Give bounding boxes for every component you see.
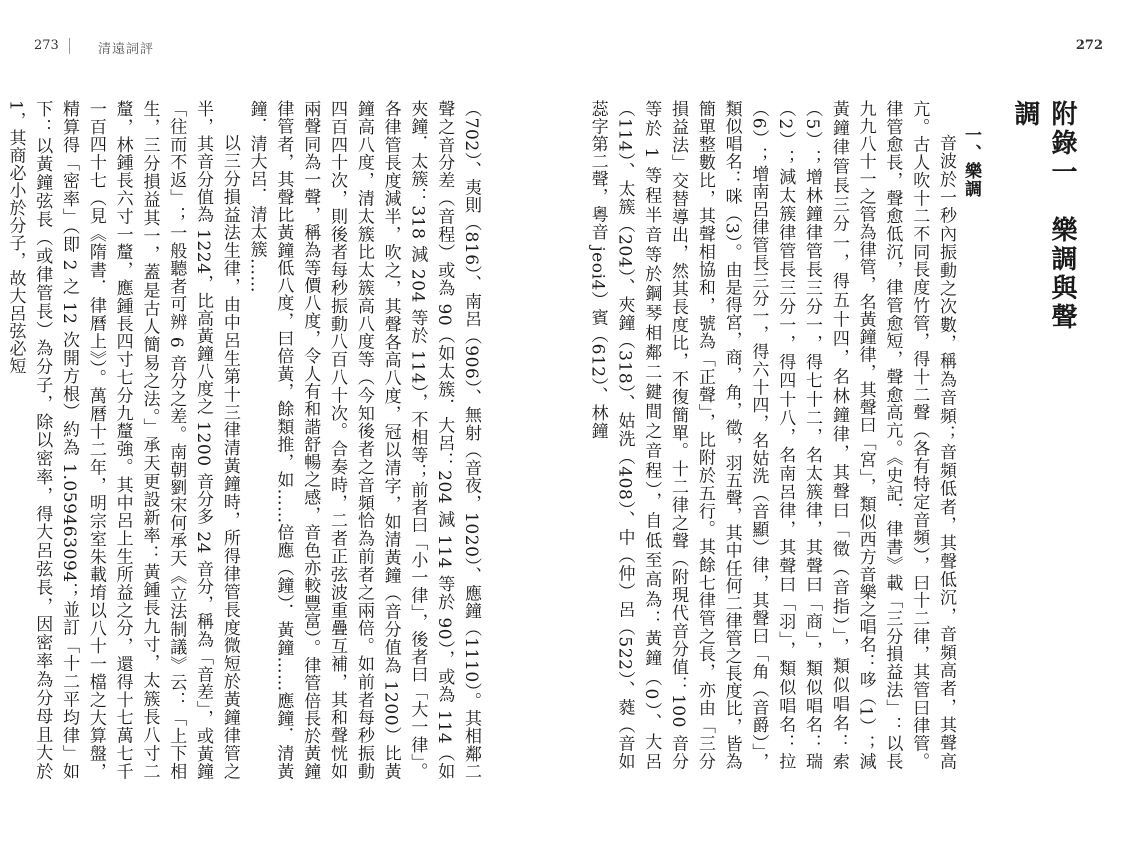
right-page-body bbox=[587, 100, 959, 770]
left-page-body bbox=[5, 100, 484, 780]
header-divider bbox=[69, 38, 70, 54]
appendix-title: 附錄一 樂調與聲調 bbox=[1010, 100, 1077, 332]
left-page-number: 273 bbox=[34, 38, 59, 53]
running-title: 清遠詞評 bbox=[98, 42, 155, 57]
paragraph: （702）、夷則（816）、南呂（906）、無射（音夜，1020）、應鐘（1110）。其相鄰二聲之音分差（音程）或為 90（如太簇．大呂：204 減 114 等於 90），或為 114（如夾鐘．太簇：318 減 204 等於 114），不相等；前者曰「小一律」，後者曰「大一律」。各律管長度減半，吹之，其聲各高八度，冠以清字，如清黃鐘（音分值為 1200）比黃鐘高八度，清太簇比太簇高八度等（今知後者之音頻恰為前者之兩倍。如前者每秒振動四百四十次，則後者每秒振動八百八十次。合奏時，二者正弦波重疊互補，其和聲恍如兩聲同為一聲，稱為等價八度，令人有和諧舒暢之感，音色亦較豐富）。律管倍長於黃鐘律管者，其聲比黃鐘低八度，曰倍黃，餘類推，如……倍應（鐘）．黃鐘……應鐘．清黃鐘．清大呂．清太簇…… bbox=[246, 100, 481, 780]
right-page-number: 272 bbox=[1075, 38, 1103, 53]
section-heading: 一、樂調 bbox=[961, 126, 981, 198]
paragraph: 以三分損益法生律，由中呂生第十三律清黃鐘時，所得律管長度微短於黃鐘律管之半，其音分值為 1224，比高黃鐘八度之 1200 音分多 24 音分，稱為「音差」，或黃鐘「往而不返」；一般聽者可辨 6 音分之差。南朝劉宋何承天《立法制議》云：「上下相生，三分損益其一，蓋是古人簡易之法。」承天更設新率：黃鍾長九寸，太簇長八寸二釐，林鍾長六寸一釐，應鍾長四寸七分九釐強。其中呂上生所益之分，還得十七萬七千一百四十七（見《隋書．律曆上》）。萬曆十二年，明宗室朱載堉以八十一檔之大算盤，精算得「密率」（即 2 之 12 次開方根）約為 1.059463094；並訂「十二平均律」如下：以黃鐘弦長（或律管長）為分子，除以密率，得大呂弦長，因密率為分母且大於 1，其商必小於分子，故大呂弦必短 bbox=[5, 100, 240, 780]
paragraph: 音波於一秒內振動之次數，稱為音頻；音頻低者，其聲低沉，音頻高者，其聲高亢。古人吹十二不同長度竹管，得十二聲（各有特定音頻），曰十二律，其管曰律管。律管愈長，聲愈低沉，律管愈短，聲愈高亢。《史記．律書》載「三分損益法」：以長九九八十一之管為律管，名黃鐘律，其聲曰「宮」，類似西方音樂之唱名：哆（1）；減黃鐘律管長三分一，得五十四，名林鐘律，其聲曰「徵（音指）」，類似唱名：索（5）；增林鐘律管長三分一，得七十二，名太簇律，其聲曰「商」，類似唱名：瑞（2）；減太簇律管長三分一，得四十八，名南呂律，其聲曰「羽」，類似唱名：拉（6）；增南呂律管長三分一，得六十四，名姑洗（音顯）律，其聲曰「角（音爵）」，類似唱名：咪（3）。由是得宮，商，角，徵，羽五聲，其中任何二律管之長度比，皆為簡單整數比，其聲相協和，號為「正聲」，比附於五行。其餘七律管之長，亦由「三分損益法」交替導出，然其長度比，不復簡單。十二律之聲（附現代音分值：100 音分等於 1 等程半音等於鋼琴相鄰二鍵間之音程），自低至高為：黃鐘（0）、大呂（114）、太簇（204）、夾鐘（318）、姑洗（408）、中（仲）呂（522）、蕤（音如蕊字第二聲，粵音 jeoi4）賓（612）、林鐘 bbox=[587, 100, 956, 770]
